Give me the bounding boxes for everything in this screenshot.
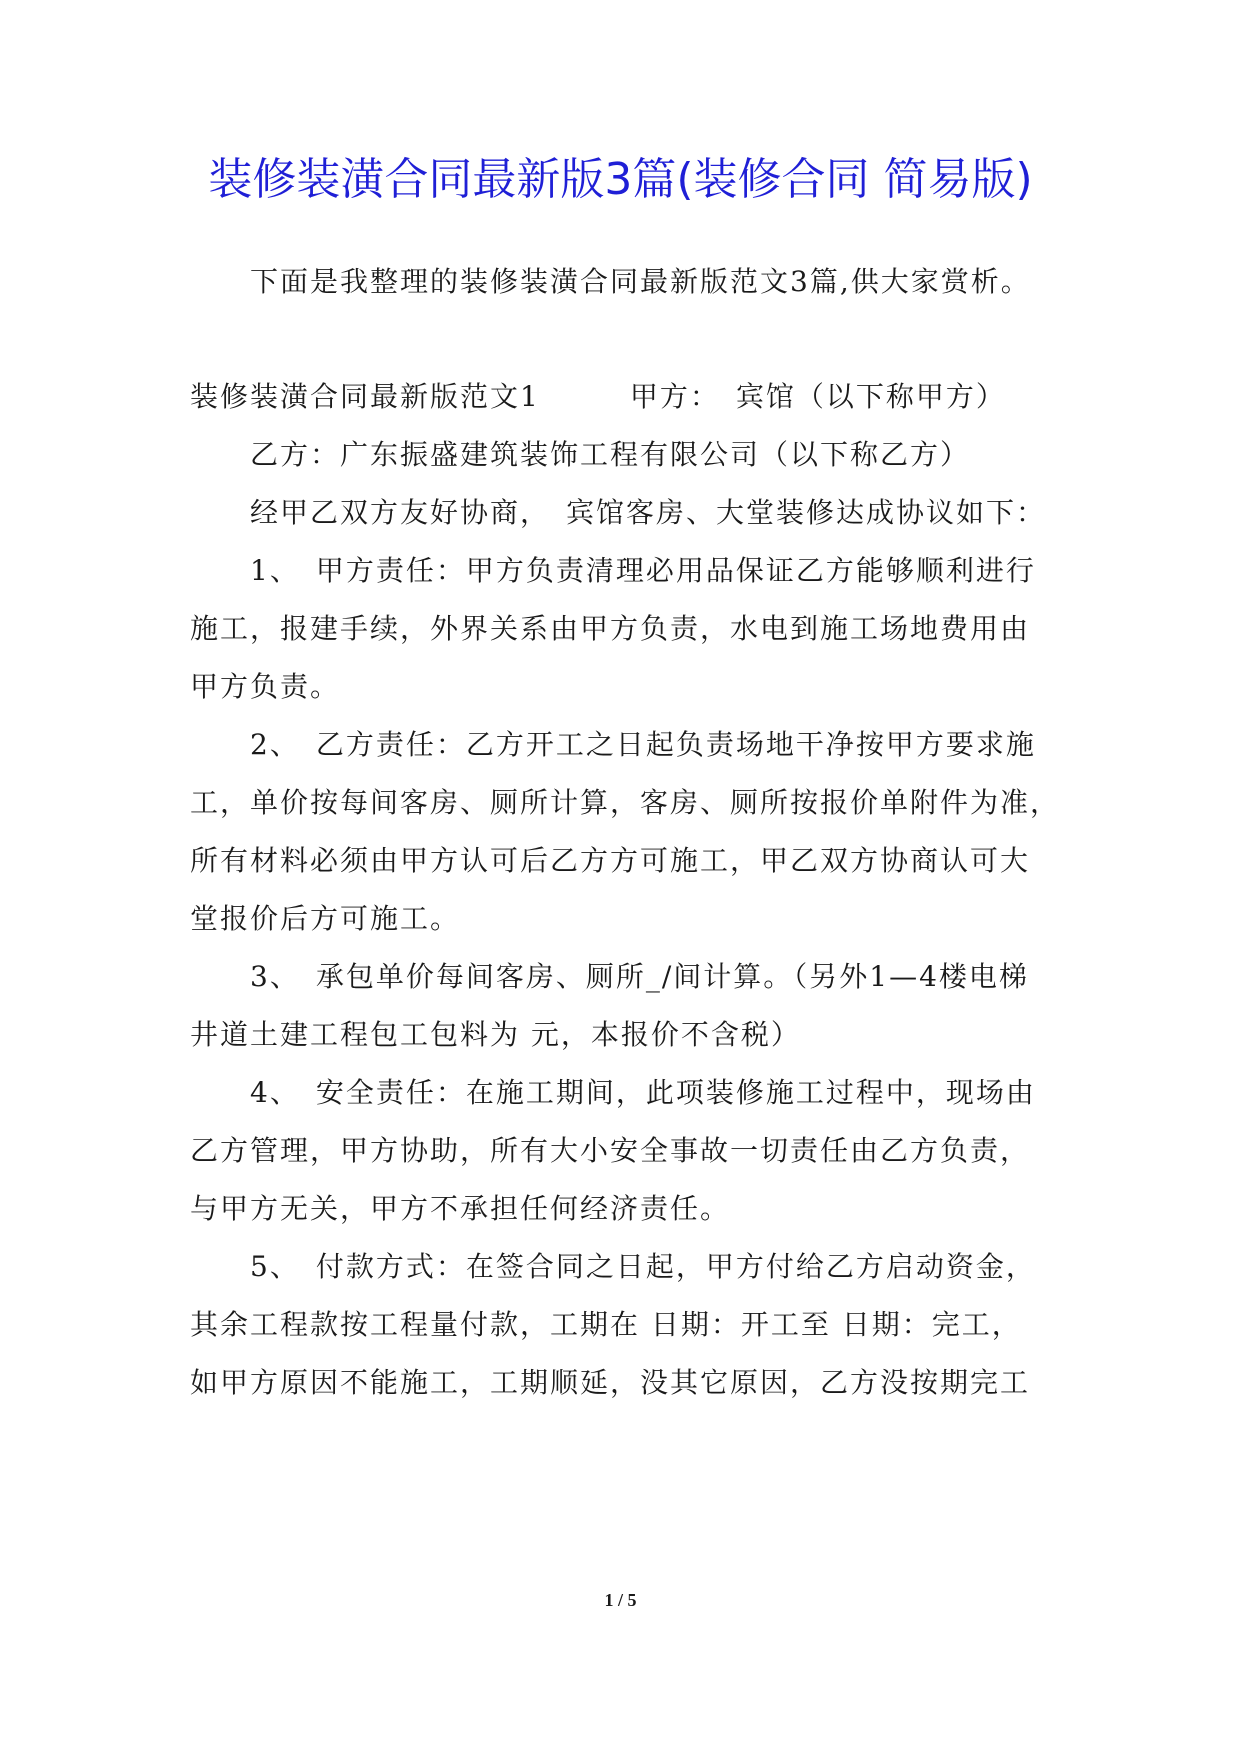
document-title: 装修装潢合同最新版3篇(装修合同 简易版) [208, 154, 1033, 205]
clause-4-line-3: 与甲方无关，甲方不承担任何经济责任。 [190, 1192, 731, 1225]
clause-2-line-1: 2、 乙方责任：乙方开工之日起负责场地干净按甲方要求施 [250, 728, 1036, 761]
clause-1-line-2: 施工，报建手续，外界关系由甲方负责，水电到施工场地费用由 [190, 612, 1031, 645]
clause-2-line-2: 工，单价按每间客房、厕所计算，客房、厕所按报价单附件为准， [190, 786, 1061, 819]
clause-3-line-1: 3、 承包单价每间客房、厕所_/间计算。（另外1—4楼电梯 [250, 960, 1029, 993]
clause-5-line-1: 5、 付款方式：在签合同之日起，甲方付给乙方启动资金， [250, 1250, 1036, 1283]
clause-4-line-1: 4、 安全责任：在施工期间，此项装修施工过程中，现场由 [250, 1076, 1036, 1109]
clause-5-line-3: 如甲方原因不能施工，工期顺延，没其它原因，乙方没按期完工 [190, 1366, 1031, 1399]
intro-paragraph: 下面是我整理的装修装潢合同最新版范文3篇,供大家赏析。 [250, 265, 1031, 298]
clause-3-line-2: 井道土建工程包工包料为 元，本报价不含税） [190, 1018, 801, 1051]
clause-1-line-1: 1、 甲方责任：甲方负责清理必用品保证乙方能够顺利进行 [250, 554, 1036, 587]
clause-1-line-3: 甲方负责。 [190, 670, 341, 703]
contract-heading-line: 装修装潢合同最新版范文1 甲方： 宾馆（以下称甲方） [190, 380, 1006, 413]
agreement-line: 经甲乙双方友好协商， 宾馆客房、大堂装修达成协议如下： [250, 496, 1047, 529]
clause-2-line-4: 堂报价后方可施工。 [190, 902, 461, 935]
page-number: 1 / 5 [604, 1590, 637, 1610]
clause-5-line-2: 其余工程款按工程量付款，工期在 日期：开工至 日期：完工， [190, 1308, 1022, 1341]
party-b-line: 乙方：广东振盛建筑装饰工程有限公司（以下称乙方） [250, 438, 971, 471]
clause-4-line-2: 乙方管理，甲方协助，所有大小安全事故一切责任由乙方负责， [190, 1134, 1031, 1167]
clause-2-line-3: 所有材料必须由甲方认可后乙方方可施工，甲乙双方协商认可大 [190, 844, 1031, 877]
